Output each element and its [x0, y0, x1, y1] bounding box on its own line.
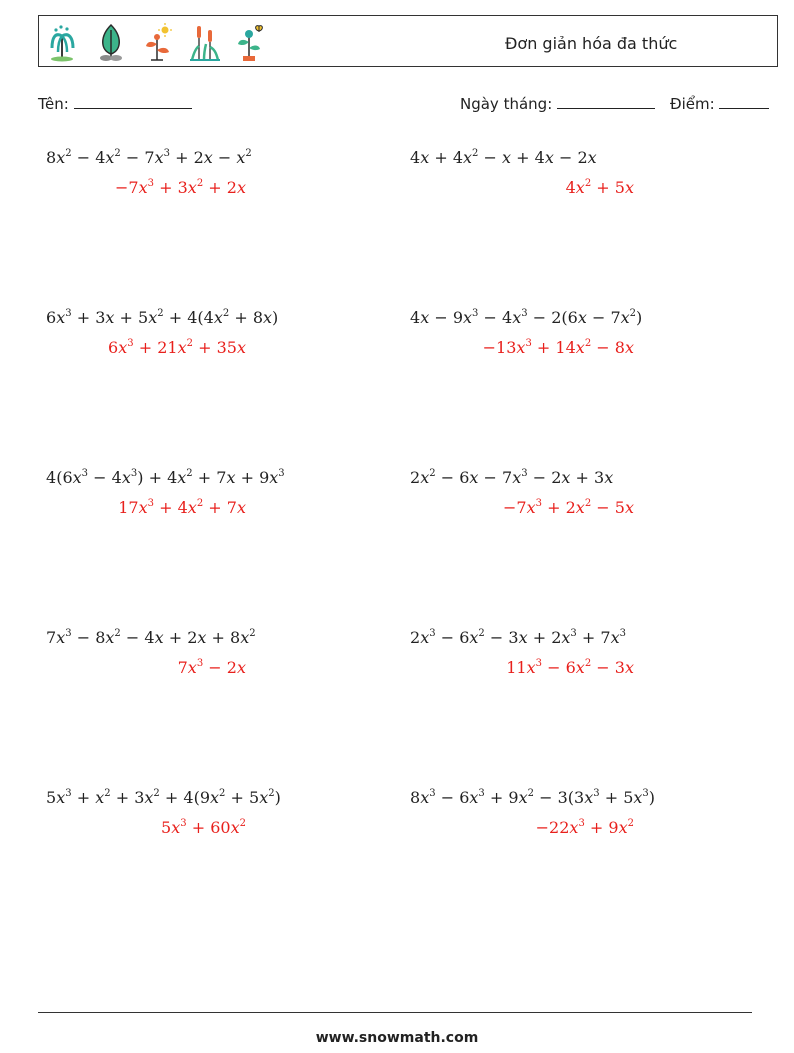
flower-butterfly-icon	[235, 22, 269, 62]
worksheet-title: Đơn giản hóa đa thức	[505, 34, 678, 53]
date-blank[interactable]	[557, 94, 655, 109]
problem-answer: $7x^3 - 2x$	[177, 658, 246, 677]
score-label: Điểm:	[670, 95, 715, 113]
score-field[interactable]	[670, 94, 769, 113]
date-field[interactable]	[460, 94, 655, 113]
problem-expression: $5x^3 + x^2 + 3x^2 + 4(9x^2 + 5x^2)$	[46, 788, 281, 807]
problem-answer: $-7x^3 + 2x^2 - 5x$	[503, 498, 634, 517]
problem-expression: $2x^2 - 6x - 7x^3 - 2x + 3x$	[410, 468, 614, 487]
problem-expression: $6x^3 + 3x + 5x^2 + 4(4x^2 + 8x)$	[46, 308, 279, 327]
problem-expression: $8x^2 - 4x^2 - 7x^3 + 2x - x^2$	[46, 148, 252, 167]
score-blank[interactable]	[719, 94, 769, 109]
header-box	[38, 15, 778, 67]
problem-expression: $4(6x^3 - 4x^3) + 4x^2 + 7x + 9x^3$	[46, 468, 285, 487]
problem-answer: $17x^3 + 4x^2 + 7x$	[118, 498, 246, 517]
problem-expression: $4x - 9x^3 - 4x^3 - 2(6x - 7x^2)$	[410, 308, 643, 327]
problem-answer: $6x^3 + 21x^2 + 35x$	[108, 338, 246, 357]
problem-answer: $4x^2 + 5x$	[565, 178, 634, 197]
header-icons	[47, 22, 269, 62]
footer-divider	[38, 1012, 752, 1013]
willow-tree-icon	[47, 22, 81, 62]
date-label: Ngày tháng:	[460, 95, 553, 113]
leaf-tree-icon	[94, 22, 128, 62]
reeds-icon	[188, 22, 222, 62]
problem-answer: $-22x^3 + 9x^2$	[535, 818, 634, 837]
problem-expression: $4x + 4x^2 - x + 4x - 2x$	[410, 148, 597, 167]
problem-expression: $8x^3 - 6x^3 + 9x^2 - 3(3x^3 + 5x^3)$	[410, 788, 656, 807]
problem-answer: $11x^3 - 6x^2 - 3x$	[506, 658, 634, 677]
problem-expression: $7x^3 - 8x^2 - 4x + 2x + 8x^2$	[46, 628, 256, 647]
problem-answer: $-7x^3 + 3x^2 + 2x$	[115, 178, 246, 197]
flower-sun-icon	[141, 22, 175, 62]
problem-answer: $-13x^3 + 14x^2 - 8x$	[482, 338, 634, 357]
footer-url: www.snowmath.com	[315, 1030, 479, 1046]
name-blank[interactable]	[74, 94, 192, 109]
problem-answer: $5x^3 + 60x^2$	[161, 818, 246, 837]
problem-expression: $2x^3 - 6x^2 - 3x + 2x^3 + 7x^3$	[410, 628, 626, 647]
name-label: Tên:	[38, 95, 69, 113]
name-field[interactable]	[38, 94, 192, 113]
